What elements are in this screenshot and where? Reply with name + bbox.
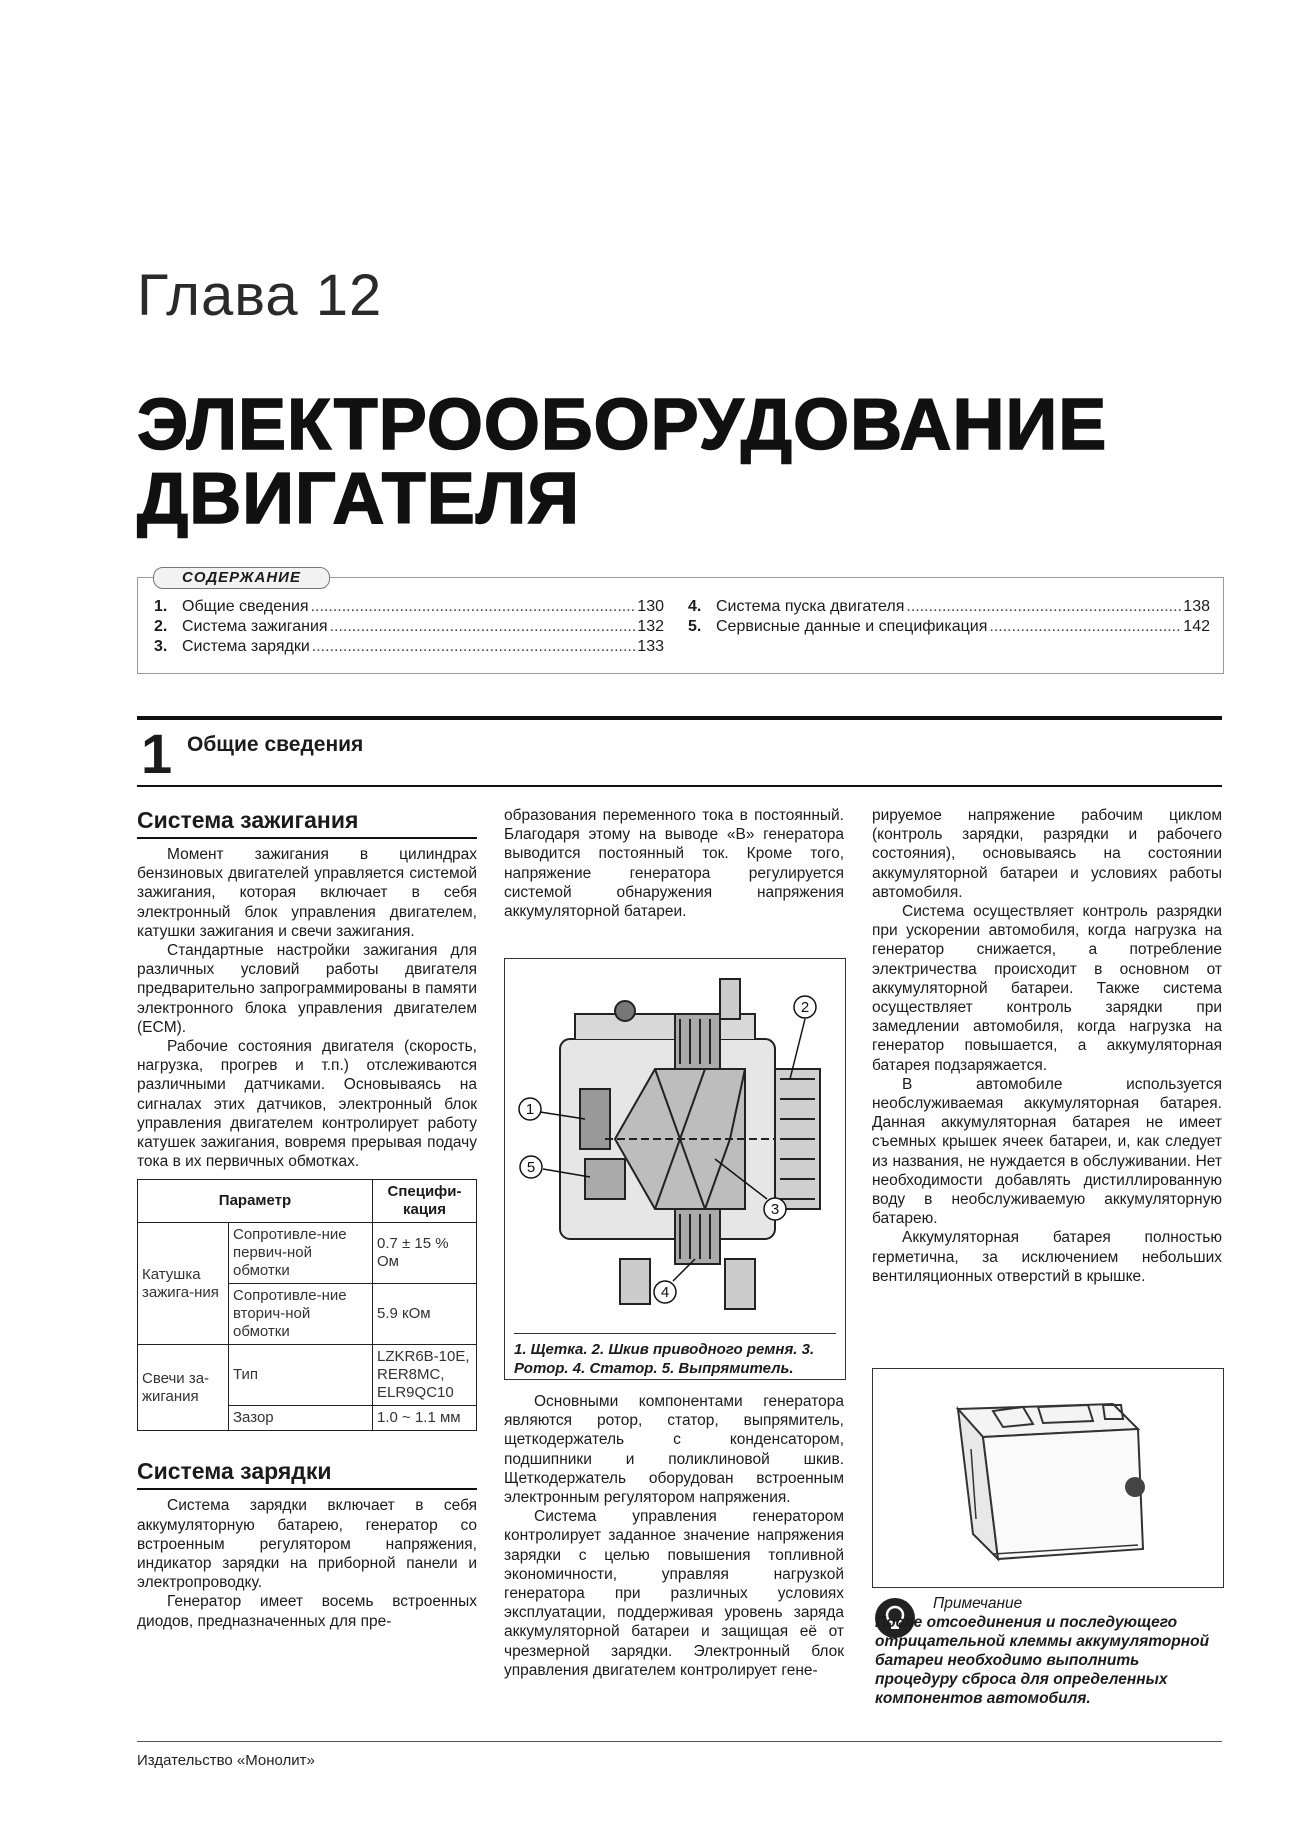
footer-rule (137, 1741, 1222, 1742)
section-rule-bottom (137, 785, 1222, 787)
paragraph: Аккумуляторная батарея полностью герметична, за исключением небольших вентиляционных отверстий в крышке. (872, 1229, 1222, 1285)
toc-item[interactable] (154, 597, 664, 617)
toc-leader (989, 617, 1181, 637)
table-cell: Катушка зажига-ния (138, 1223, 229, 1345)
ignition-heading: Система зажигания (137, 806, 477, 839)
toc-item-page: 138 (1183, 598, 1210, 615)
toc-item-label: Общие сведения (182, 598, 309, 615)
table-cell: Тип (229, 1345, 373, 1406)
table-header-parameter: Параметр (138, 1180, 373, 1223)
table-cell: Свечи за-жигания (138, 1345, 229, 1431)
alternator-figure (504, 958, 846, 1380)
toc-item-number: 5. (688, 618, 702, 635)
publisher-footer: Издательство «Монолит» (137, 1752, 315, 1769)
toc-heading: СОДЕРЖАНИЕ (153, 567, 330, 589)
toc-item-number: 4. (688, 598, 702, 615)
toc-item-label: Система пуска двигателя (716, 598, 905, 615)
callout-2-label: 2 (800, 999, 810, 1016)
table-cell: 5.9 кОм (373, 1284, 477, 1345)
paragraph: Основными компонентами генератора являются ротор, статор, выпрямитель, щеткодержатель с конденсатором, подшипники и поликлиновой шкив. Щеткодержатель оборудован встроенным электронным регулятором напряжения. (504, 1393, 844, 1507)
toc-column-left (154, 597, 664, 657)
callout-1-label: 1 (525, 1101, 535, 1118)
note-title: Примечание (933, 1595, 1023, 1612)
paragraph: В автомобиле используется необслуживаемая аккумуляторная батарея. Данная аккумуляторная батарея не имеет съемных крышек ячеек батареи, и, как следует из названия, не нуждается в обслуживании. Нет необходимости добавлять дистиллированную воду в необслуживаемую аккумуляторную батарею. (872, 1075, 1222, 1228)
paragraph: образования переменного тока в постоянный. Благодаря этому на выводе «B» генератора выводится постоянный ток. Кроме того, напряжение генератора регулируется системой обнаружения напряжения аккумуляторной батареи. (504, 807, 844, 921)
toc-item-label: Система зажигания (182, 618, 328, 635)
toc-leader (330, 617, 636, 637)
toc-item-page: 142 (1183, 618, 1210, 635)
toc-item[interactable] (688, 617, 1210, 637)
table-cell: 1.0 ~ 1.1 мм (373, 1406, 477, 1431)
paragraph: рируемое напряжение рабочим циклом (контроль зарядки, разрядки и рабочего состояния), основываясь на состоянии аккумуляторной батареи и условиях работы автомобиля. (872, 807, 1222, 901)
toc-item-label: Система зарядки (182, 638, 310, 655)
toc-item-page: 130 (637, 598, 664, 615)
paragraph: Система осуществляет контроль разрядки при ускорении автомобиля, когда нагрузка на генератор снижается, а потребление электричества происходит в основном от аккумуляторной батареи. Также система осуществляет контроль зарядки при замедлении автомобиля, когда нагрузка на генератор повышается, а аккумуляторная батарея подзаряжается. (872, 903, 1222, 1074)
chapter-title (137, 385, 1108, 539)
toc-item-number: 3. (154, 638, 168, 655)
paragraph: Система зарядки включает в себя аккумуляторную батарею, генератор со встроенным регулятором напряжения, индикатор зарядки на приборной панели и электропроводку. (137, 1497, 477, 1592)
toc-column-right (688, 597, 1210, 637)
battery-figure (872, 1368, 1224, 1588)
toc-item-label: Сервисные данные и спецификация (716, 618, 988, 635)
battery-illustration (873, 1369, 1223, 1587)
toc-item-number: 1. (154, 598, 168, 615)
column-2-lower (504, 1392, 844, 1680)
column-1 (137, 806, 477, 1631)
column-3 (872, 806, 1222, 1286)
table-cell: Сопротивле-ние вторич-ной обмотки (229, 1284, 373, 1345)
toc-item-page: 133 (637, 638, 664, 655)
chapter-title-line-2: ДВИГАТЕЛЯ (137, 459, 581, 539)
battery-icon-marker (1125, 1477, 1145, 1497)
toc-item-page: 132 (637, 618, 664, 635)
toc-item[interactable] (154, 617, 664, 637)
table-cell: 0.7 ± 15 % Ом (373, 1223, 477, 1284)
table-cell: LZKR6B-10E, RER8MC, ELR9QC10 (373, 1345, 477, 1406)
figure-caption: 1. Щетка. 2. Шкив приводного ремня. 3. Ротор. 4. Статор. 5. Выпрямитель. (514, 1333, 836, 1378)
chapter-label: Глава 12 (137, 263, 383, 328)
callout-4-label: 4 (660, 1284, 670, 1301)
paragraph: Система управления генератором контролирует заданное значение напряжения зарядки с целью повышения топливной экономичности, управляя нагрузкой генератора при различных условиях эксплуатации, поддерживая уровень заряда аккумуляторной батареи и защищая её от чрезмерной зарядки. Электронный блок управления двигателем контролирует гене- (504, 1508, 844, 1679)
ignition-spec-table (137, 1179, 477, 1431)
paragraph: Генератор имеет восемь встроенных диодов, предназначенных для пре- (137, 1593, 477, 1630)
table-cell: Сопротивле-ние первич-ной обмотки (229, 1223, 373, 1284)
table-cell: Зазор (229, 1406, 373, 1431)
callout-3-label: 3 (770, 1201, 780, 1218)
toc-leader (311, 597, 636, 617)
column-2 (504, 806, 844, 921)
section-title: Общие сведения (187, 733, 364, 756)
toc-item[interactable] (154, 637, 664, 657)
paragraph: Стандартные настройки зажигания для различных условий работы двигателя предварительно запрограммированы в памяти электронного блока управления двигателем (ECM). (137, 942, 477, 1036)
note-block (875, 1594, 1220, 1707)
charging-heading: Система зарядки (137, 1457, 477, 1490)
section-rule-top (137, 716, 1222, 720)
toc-item-number: 2. (154, 618, 168, 635)
section-number: 1 (141, 722, 173, 785)
toc-leader (906, 597, 1181, 617)
paragraph: Рабочие состояния двигателя (скорость, нагрузка, прогрев и т.п.) отслеживаются различными датчиками. Основываясь на сигналах этих датчиков, электронный блок управления двигателем контролирует работу катушек зажигания, вовремя прерывая подачу тока в их первичных обмотках. (137, 1038, 477, 1171)
toc-leader (312, 637, 636, 657)
paragraph: Момент зажигания в цилиндрах бензиновых двигателей управляется системой зажигания, которая включает в себя электронный блок управления двигателем, катушки зажигания и свечи зажигания. (137, 846, 477, 940)
note-text: После отсоединения и последующего отрицательной клеммы аккумуляторной батареи необходимо выполнить процедуру сброса для определенных компонентов автомобиля. (875, 1614, 1210, 1707)
alternator-diagram (505, 959, 845, 1329)
table-header-spec: Специфи-кация (373, 1180, 477, 1223)
table-of-contents (137, 569, 1224, 674)
chapter-title-line-1: ЭЛЕКТРООБОРУДОВАНИЕ (137, 385, 1108, 465)
toc-item[interactable] (688, 597, 1210, 617)
callout-5-label: 5 (526, 1159, 536, 1176)
